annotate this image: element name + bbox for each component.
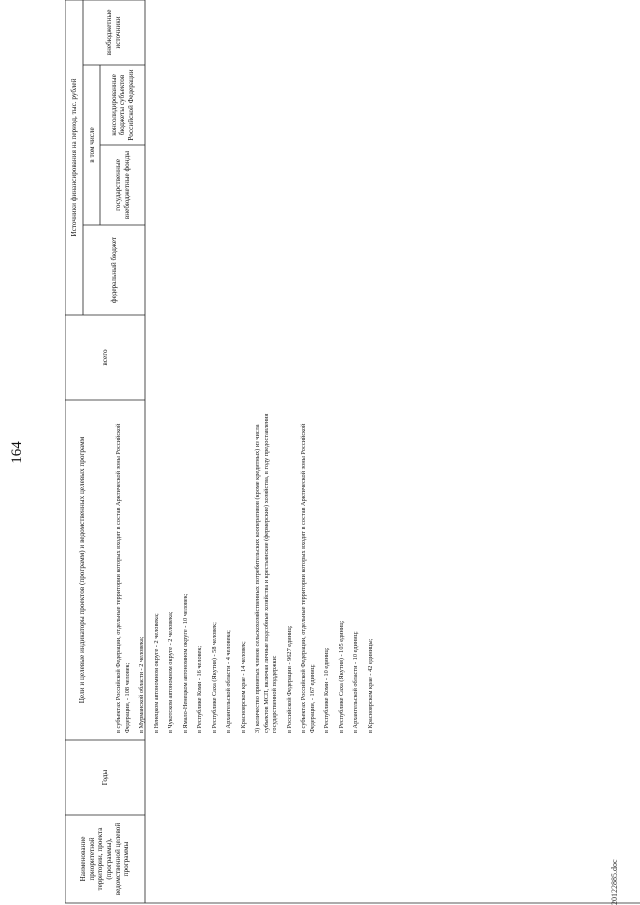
goals-content <box>115 403 381 733</box>
header-name: Наименование приоритетной территории, проекта (программы), ведомственной целевой программы <box>79 822 131 896</box>
goal-line: в Республике Саха (Якутия) - 105 единиц; <box>337 620 345 733</box>
goal-line: в Красноярском крае - 14 человек; <box>239 641 247 733</box>
goal-line: в Ямало-Ненецком автономном округе - 10 человек; <box>181 593 189 733</box>
goal-line: в Красноярском крае - 42 единицы; <box>366 638 374 733</box>
header-years: Годы <box>100 769 109 786</box>
header-goals: Цели и целевые индикаторы проектов (программ) и ведомственных целевых программ <box>77 436 86 704</box>
goal-line: в Архангельской области - 4 человека; <box>225 630 232 733</box>
goal-line: в Чукотском автономном округе - 2 человека; <box>167 611 174 733</box>
header-extrabudgetary: внебюджетные источники <box>105 9 122 56</box>
goal-line: в Республике Саха (Якутия) - 58 человек; <box>210 622 218 733</box>
header-funding: Источники финансирования на период, тыс. рублей <box>70 78 79 237</box>
goal-line: в субъектах Российской Федерации, отдельные территории которых входят в состав Арктической зоны Российской Федерации, - 108 человек; <box>115 423 131 733</box>
goal-line: в Республике Коми - 10 единиц; <box>323 647 330 733</box>
goal-line: в субъектах Российской Федерации, отдельные территории которых входят в состав Арктической зоны Российской Федерации, - 167 единиц; <box>300 423 316 733</box>
goal-line: в Архангельской области - 10 единиц; <box>352 631 359 733</box>
header-total: всего <box>100 349 109 366</box>
header-regional-budgets: консолидированные бюджеты субъектов Российской Федерации <box>109 69 135 141</box>
header-federal: федеральный бюджет <box>109 236 118 304</box>
page-number: 164 <box>9 441 25 464</box>
goal-line: в Республике Коми - 16 человек; <box>196 645 203 733</box>
document-page <box>9 0 640 905</box>
file-name: 20122885.doc <box>610 859 619 905</box>
goal-line: в Мурманской области - 2 человека; <box>138 636 145 733</box>
goal-line: 3) количество принятых членов сельскохозяйственных потребительских кооперативов (кроме кредитных) из числа субъектов МСП, включая личные подсобные хозяйства и крестьянские (фермерские) хозяйства, в году предоставления государственной поддержки: <box>254 413 278 733</box>
goal-line: в Ненецком автономном округе - 2 человека; <box>152 613 160 733</box>
header-state-funds: государственные внебюджетные фонды <box>113 150 131 220</box>
header-including: в том числе <box>87 127 96 163</box>
goal-line: в Российской Федерации - 9627 единиц; <box>285 625 293 733</box>
